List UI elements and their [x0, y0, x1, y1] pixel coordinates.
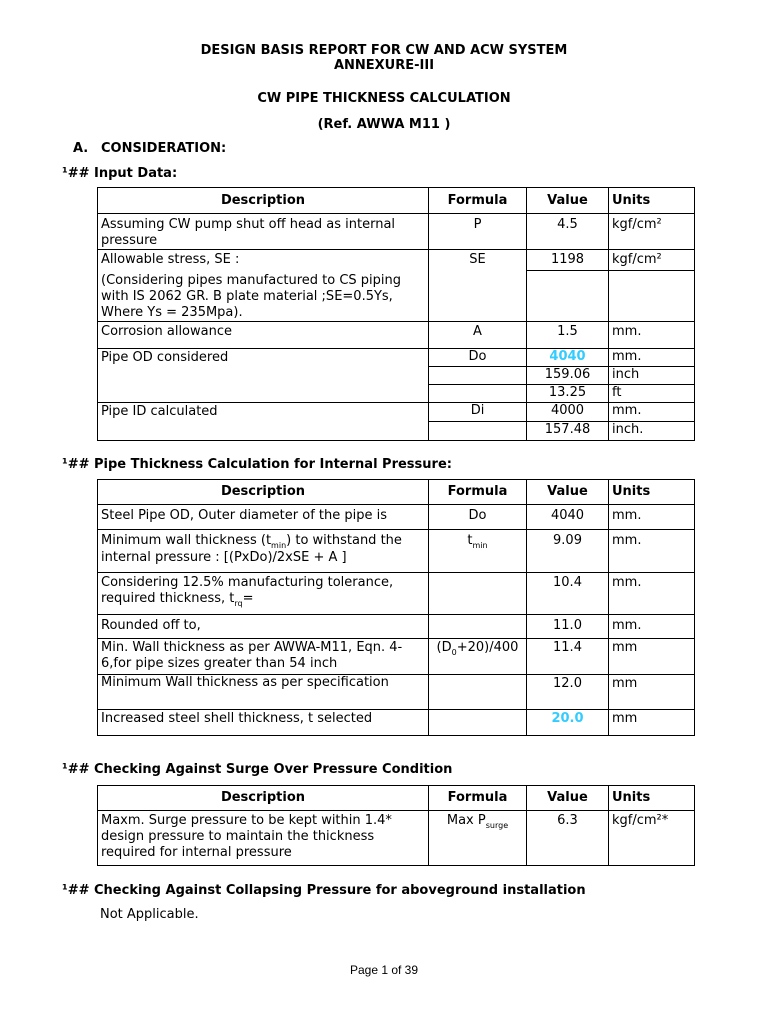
row-value: 159.06: [527, 367, 609, 385]
calc-title: CW PIPE THICKNESS CALCULATION: [257, 91, 511, 106]
row-units: mm.: [609, 349, 695, 367]
empty-cell: [429, 422, 527, 441]
formula-subscript: surge: [485, 821, 509, 830]
row-value: 10.4: [527, 573, 609, 615]
row-formula: P: [429, 214, 527, 250]
row-description-line: Allowable stress, SE :: [101, 252, 240, 267]
row-units: mm.: [609, 573, 695, 615]
row-value: 9.09: [527, 530, 609, 573]
report-title: DESIGN BASIS REPORT FOR CW AND ACW SYSTEM: [200, 43, 568, 58]
row-description: Assuming CW pump shut off head as internal pressure: [98, 214, 429, 250]
formula-text: +20)/400: [456, 640, 519, 655]
row-value-highlight: 20.0: [527, 710, 609, 736]
collapse-note: Not Applicable.: [100, 907, 199, 922]
row-formula: [429, 615, 527, 639]
formula-text: t: [467, 533, 473, 548]
row-value: 4.5: [527, 214, 609, 250]
row-units: mm.: [609, 322, 695, 349]
row-formula: Do: [429, 505, 527, 530]
row-description: Maxm. Surge pressure to be kept within 1.4* design pressure to maintain the thickness required for internal pressure: [98, 811, 429, 866]
row-formula: [429, 710, 527, 736]
table-row: [98, 639, 695, 675]
row-units: mm.: [609, 505, 695, 530]
row-units: kgf/cm²*: [609, 811, 695, 866]
thickness-table: [97, 479, 695, 736]
desc-subscript: rq: [234, 599, 243, 608]
input-data-heading: ¹## Input Data:: [62, 166, 178, 181]
row-description-note: (Considering pipes manufactured to CS piping with IS 2062 GR. B plate material ;SE=0.5Ys, Where Ys = 235Mpa).: [101, 273, 402, 320]
row-value: 1.5: [527, 322, 609, 349]
section-title: CONSIDERATION:: [101, 141, 227, 156]
table-row: [98, 675, 695, 710]
col-units: Units: [609, 480, 695, 505]
table-row: [98, 505, 695, 530]
row-units: mm.: [609, 615, 695, 639]
table-row: [98, 573, 695, 615]
input-data-table: [97, 187, 695, 441]
desc-subscript: min: [271, 541, 287, 550]
row-formula: [429, 675, 527, 710]
row-formula: Do: [429, 349, 527, 367]
row-value: 157.48: [527, 422, 609, 441]
row-description: Corrosion allowance: [98, 322, 429, 349]
row-description: [98, 250, 429, 322]
row-formula: [429, 573, 527, 615]
col-description: Description: [98, 188, 429, 214]
table-row: [98, 250, 695, 271]
row-units: mm: [609, 710, 695, 736]
row-formula: A: [429, 322, 527, 349]
empty-cell: [527, 270, 609, 321]
row-units: ft: [609, 385, 695, 403]
thickness-heading: ¹## Pipe Thickness Calculation for Internal Pressure:: [62, 457, 452, 472]
table-row: [98, 615, 695, 639]
row-units: mm.: [609, 530, 695, 573]
row-description: Min. Wall thickness as per AWWA-M11, Eqn. 4-6,for pipe sizes greater than 54 inch: [98, 639, 429, 675]
formula-text: (D: [436, 640, 452, 655]
col-formula: Formula: [429, 480, 527, 505]
row-description: [98, 573, 429, 615]
row-description: Pipe OD considered: [98, 349, 429, 403]
row-formula: [429, 530, 527, 573]
empty-cell: [609, 270, 695, 321]
surge-table: [97, 785, 695, 866]
row-units: kgf/cm²: [609, 214, 695, 250]
col-description: Description: [98, 480, 429, 505]
desc-text: Considering 12.5% manufacturing tolerance, required thickness, t: [101, 575, 394, 606]
page-number: Page 1 of 39: [349, 963, 419, 977]
row-formula: Di: [429, 403, 527, 422]
row-description: Minimum Wall thickness as per specification: [98, 675, 429, 710]
row-units: kgf/cm²: [609, 250, 695, 271]
row-units: mm.: [609, 403, 695, 422]
col-value: Value: [527, 786, 609, 811]
annexure-title: ANNEXURE-III: [333, 58, 435, 73]
empty-cell: [429, 385, 527, 403]
row-value: 13.25: [527, 385, 609, 403]
row-value: 12.0: [527, 675, 609, 710]
col-units: Units: [609, 786, 695, 811]
section-letter: A.: [73, 141, 89, 156]
formula-subscript: 0: [451, 648, 457, 657]
table-row: [98, 349, 695, 367]
col-formula: Formula: [429, 188, 527, 214]
table-row: [98, 811, 695, 866]
row-units: mm: [609, 675, 695, 710]
row-value: 4040: [527, 505, 609, 530]
desc-text: Minimum wall thickness (t: [101, 533, 272, 548]
empty-cell: [429, 367, 527, 385]
col-value: Value: [527, 480, 609, 505]
row-description: Pipe ID calculated: [98, 403, 429, 441]
row-units: inch.: [609, 422, 695, 441]
table-row: [98, 214, 695, 250]
row-value: 4000: [527, 403, 609, 422]
table-row: [98, 710, 695, 736]
row-description: Steel Pipe OD, Outer diameter of the pipe is: [98, 505, 429, 530]
table-row: [98, 403, 695, 422]
col-description: Description: [98, 786, 429, 811]
row-formula: SE: [429, 250, 527, 322]
row-description: [98, 530, 429, 573]
col-value: Value: [527, 188, 609, 214]
row-value-highlight: 4040: [527, 349, 609, 367]
col-formula: Formula: [429, 786, 527, 811]
formula-subscript: min: [472, 541, 488, 550]
row-units: inch: [609, 367, 695, 385]
row-value: 11.4: [527, 639, 609, 675]
row-formula: [429, 639, 527, 675]
collapse-heading: ¹## Checking Against Collapsing Pressure for aboveground installation: [62, 883, 586, 898]
table-row: [98, 322, 695, 349]
col-units: Units: [609, 188, 695, 214]
desc-text: =: [242, 591, 254, 606]
table-row: [98, 530, 695, 573]
surge-heading: ¹## Checking Against Surge Over Pressure Condition: [62, 762, 453, 777]
formula-text: Max P: [446, 813, 486, 828]
row-value: 1198: [527, 250, 609, 271]
row-formula: [429, 811, 527, 866]
desc-text: ) to withstand the internal pressure : [(PxDo)/2xSE + A ]: [101, 533, 402, 565]
row-description: Increased steel shell thickness, t selected: [98, 710, 429, 736]
row-units: mm: [609, 639, 695, 675]
row-description: Rounded off to,: [98, 615, 429, 639]
row-value: 11.0: [527, 615, 609, 639]
row-value: 6.3: [527, 811, 609, 866]
reference: (Ref. AWWA M11 ): [317, 117, 451, 132]
